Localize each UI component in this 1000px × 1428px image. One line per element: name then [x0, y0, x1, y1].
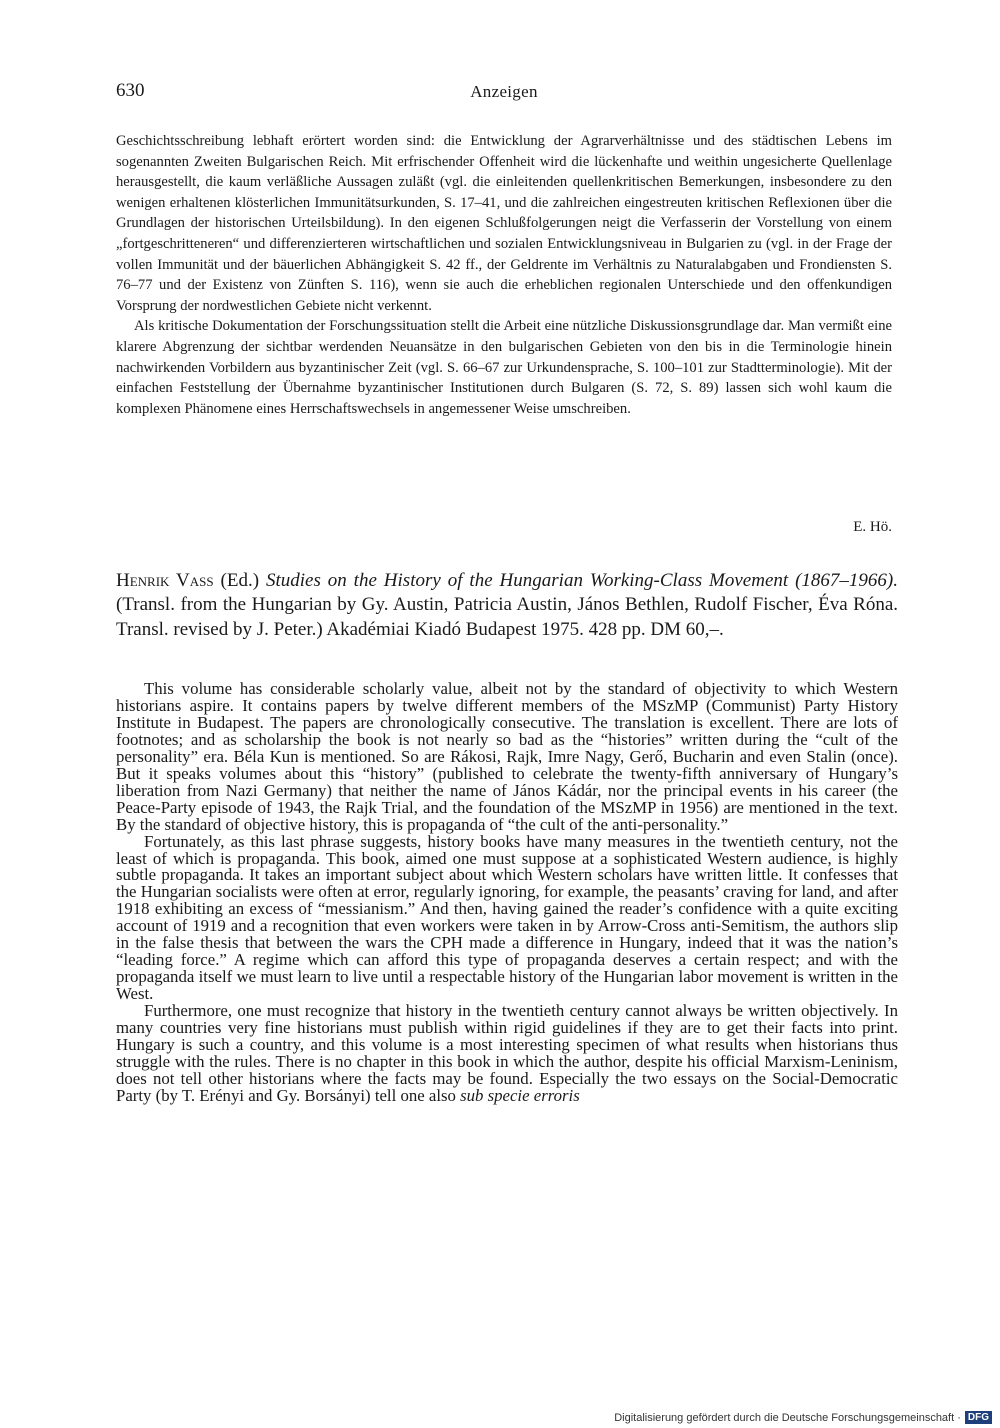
book-citation	[116, 569, 898, 642]
footer-text: Digitalisierung gefördert durch die Deutsche Forschungsgemeinschaft ·	[614, 1411, 961, 1424]
page-header	[116, 80, 892, 110]
citation-title: Studies on the History of the Hungarian Working-Class Movement (1867–1966).	[265, 570, 898, 591]
review2-paragraph-2: Fortunately, as this last phrase suggests, history books have many measures in the twentieth century, not the least of which is propaganda. This book, aimed one must suppose at a sophisticated Western audience, is highly subtle propaganda. It takes an important subject about which Western scholars have written little. It confesses that the Hungarian socialists were often at error, regularly ignoring, for example, the peasants’ craving for land, and after 1918 exhibiting an excess of “messianism.” And then, having gained the reader’s confidence with a quite exciting account of 1919 and a recognition that even workers were taken in by Arrow-Cross anti-Semitism, the authors slip in the false thesis that between the wars the CPH made a difference in Hungary, indeed that it was the nation’s “leading force.” A regime which can afford this type of propaganda deserves a certain respect; and with the propaganda itself we must learn to live until a respectable history of the Hungarian labor movement is written in the West.	[116, 831, 898, 1004]
review2-paragraph-1: This volume has considerable scholarly value, albeit not by the standard of objectivity to which Western historians aspire. It contains papers by twelve different members of the MSzMP (Communist) Party History Institute in Budapest. The papers are chronologically consecutive. The translation is excellent. There are lots of footnotes; and as scholarship the book is not nearly so bad as the “histories” written during the “cult of the personality” era. Béla Kun is mentioned. So are Rákosi, Rajk, Imre Nagy, Gerő, Bucharin and even Stalin (once). But it speaks volumes about this “history” (published to celebrate the twenty-fifth anniversary of Hungary’s liberation from Nazi Germany) that neither the name of János Kádár, nor the principal events in his career (the Peace-Party episode of 1943, the Rajk Trial, and the foundation of the MSzMP in 1956) are mentioned in the text. By the standard of objective history, this is propaganda of “the cult of the anti-personality.”	[116, 679, 898, 834]
page-number: 630	[116, 80, 145, 101]
digitization-footer	[614, 1411, 992, 1424]
citation-author: Henrik Vass	[116, 570, 214, 591]
review2-paragraph-3-italic: sub specie erroris	[460, 1085, 580, 1105]
dfg-logo-icon: DFG	[965, 1411, 992, 1424]
review-body	[116, 681, 898, 1105]
previous-review-continuation	[116, 131, 892, 419]
citation-details: (Transl. from the Hungarian by Gy. Austin, Patricia Austin, János Bethlen, Rudolf Fischer, Éva Róna. Transl. revised by J. Peter.) Akadémiai Kiadó Budapest 1975. 428 pp. DM 60,–.	[116, 594, 898, 640]
review1-paragraph-2: Als kritische Dokumentation der Forschungssituation stellt die Arbeit eine nützliche Diskussionsgrundlage dar. Man vermißt eine klarere Abgrenzung der sichtbar werdenden Neuansätze in den bulgarischen Gebieten von den bis in die Terminologie hinein nachwirkenden Vorbildern aus byzantinischer Zeit (vgl. S. 66–67 zur Urkundensprache, S. 100–101 zur Stadtterminologie). Mit der einfachen Feststellung der Übernahme byzantinischer Institutionen durch Bulgaren (S. 72, S. 89) lassen sich wohl kaum die komplexen Phänomene eines Herrschaftswechsels in angemessener Weise umschreiben.	[116, 318, 892, 417]
reviewer-initials: E. Hö.	[853, 519, 892, 535]
citation-editor-note: (Ed.)	[213, 570, 266, 591]
review1-paragraph-1: Geschichtsschreibung lebhaft erörtert worden sind: die Entwicklung der Agrarverhältnisse und des städtischen Lebens im sogenannten Zweiten Bulgarischen Reich. Mit erfrischender Offenheit wird die lückenhafte und weithin ungesicherte Quellenlage herausgestellt, die kaum verläßliche Aussagen zuläßt (vgl. die einleitenden quellenkritischen Bemerkungen, insbesondere zu den wenigen erhaltenen klösterlichen Immunitätsurkunden, S. 17–41, und die zahlreichen eingestreuten kritischen Reflexionen über die Grundlagen der historischen Urteilsbildung). In den eigenen Schlußfolgerungen neigt die Verfasserin der Vorstellung von einem „fortgeschritteneren“ und differenzierteren wirtschaftlichen und sozialen Entwicklungsniveau in Bulgarien zu (vgl. in der Frage der vollen Immunität und der bäuerlichen Abhängigkeit S. 42 ff., der Geldrente im Verhältnis zu Naturalabgaben und Frondiensten S. 76–77 und der Existenz von Zünften S. 116), wenn sie auch die erheblichen regionalen Unterschiede und den offenkundigen Vorsprung der nordwestlichen Gebiete nicht verkennt.	[116, 133, 892, 314]
review2-paragraph-3	[116, 1003, 898, 1105]
running-title: Anzeigen	[470, 82, 538, 101]
review2-paragraph-3-text: Furthermore, one must recognize that history in the twentieth century cannot always be written objectively. In many countries very fine historians must publish within rigid guidelines if they are to get their facts into print. Hungary is such a country, and this volume is a most interesting specimen of what results when historians thus struggle with the rules. There is no chapter in this book in which the author, despite his official Marxism-Leninism, does not tell other historians where the facts may be found. Especially the two essays on the Social-Democratic Party (by T. Erényi and Gy. Borsányi) tell one also	[116, 1001, 898, 1105]
